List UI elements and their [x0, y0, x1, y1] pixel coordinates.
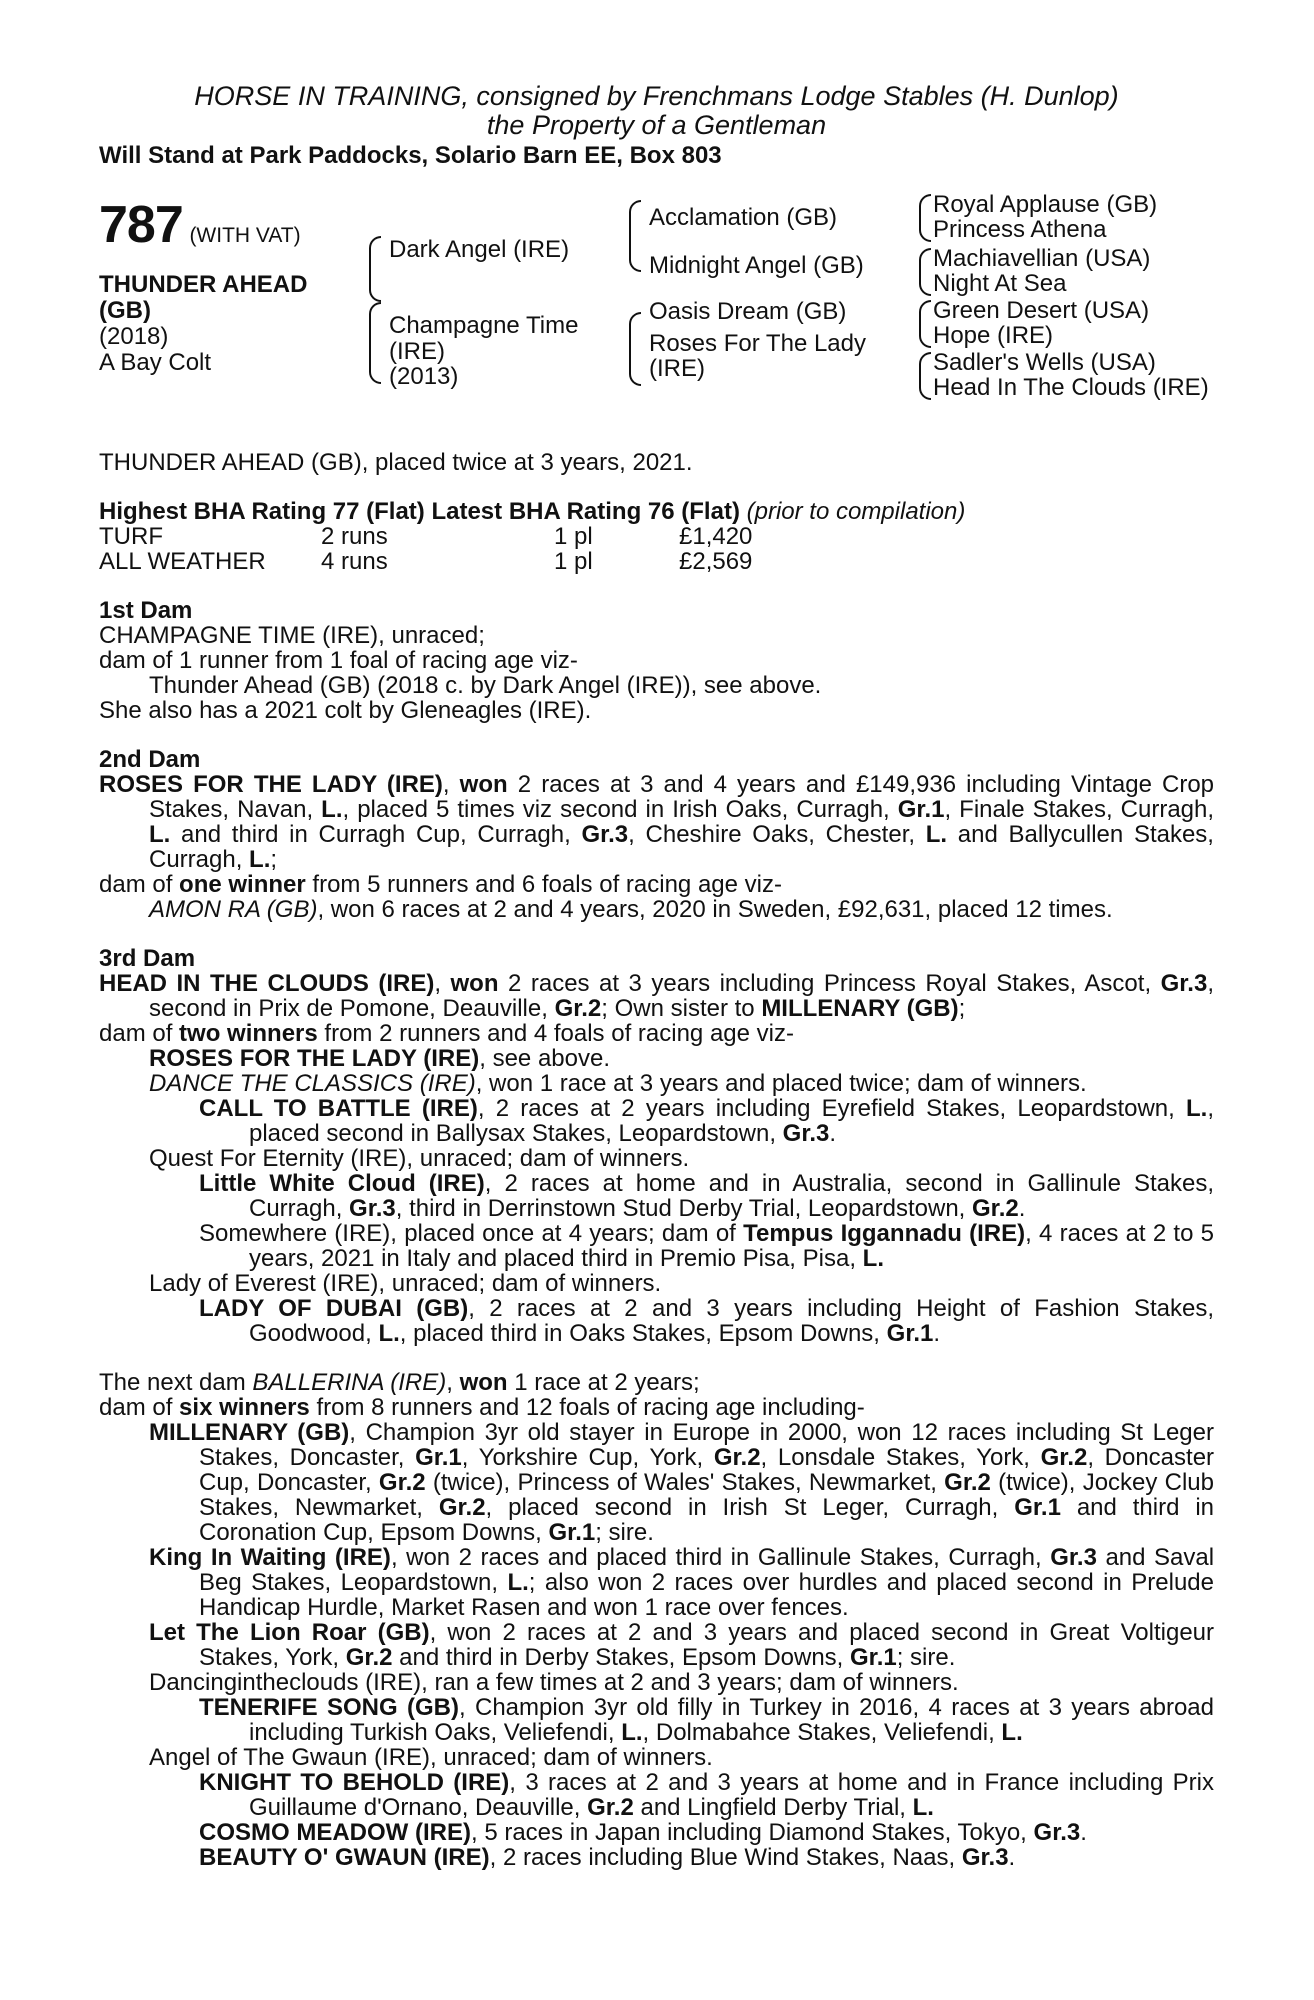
third-dam-section — [99, 946, 1214, 1346]
text: , 3 races at 2 and 3 years at home and in France including Prix Guillaume d'Ornano, Deauville, — [249, 1769, 1215, 1821]
text: from 8 runners and 12 foals of racing age including- — [316, 1394, 865, 1421]
text: (twice), Princess of Wales' Stakes, Newmarket, — [432, 1469, 937, 1496]
text: , 2 races at 2 and 3 years including Height of Fashion Stakes, Goodwood, — [249, 1295, 1214, 1347]
text: The next dam — [99, 1369, 246, 1396]
horse-name: THUNDER AHEAD — [99, 271, 308, 298]
grade: L. — [1186, 1095, 1208, 1122]
horse-description: A Bay Colt — [99, 349, 212, 376]
text: and third in Derby Stakes, Epsom Downs, — [399, 1644, 844, 1671]
progeny-line: Angel of The Gwaun (IRE), unraced; dam of winners. — [149, 1744, 713, 1771]
progeny-line: Lady of Everest (IRE), unraced; dam of winners. — [149, 1270, 662, 1297]
grade: L. — [1001, 1719, 1023, 1746]
grade: L. — [621, 1719, 643, 1746]
won-label: won — [459, 771, 508, 798]
pedigree-block — [99, 192, 1214, 442]
text: and third in Coronation Cup, Epsom Downs, — [199, 1494, 1214, 1546]
horse-year: (2018) — [99, 323, 169, 350]
grade: Gr.1 — [886, 1320, 934, 1347]
text: . — [1080, 1819, 1087, 1846]
text: ; sire. — [595, 1519, 654, 1546]
progeny-name: King In Waiting (IRE) — [149, 1544, 391, 1571]
progeny-line: Quest For Eternity (IRE), unraced; dam of winners. — [149, 1145, 690, 1172]
text: , third in Derrinstown Stud Derby Trial, Leopardstown, — [395, 1195, 966, 1222]
progeny-name: Tempus Iggannadu (IRE) — [743, 1220, 1026, 1247]
grade: L. — [912, 1794, 934, 1821]
text: from 5 runners and 6 foals of racing age viz- — [312, 871, 782, 898]
text-line: dam of 1 runner from 1 foal of racing age viz- — [99, 647, 578, 674]
dam-name: HEAD IN THE CLOUDS (IRE) — [99, 970, 435, 997]
text: , placed third in Oaks Stakes, Epsom Downs, — [399, 1320, 880, 1347]
progeny-line — [99, 1171, 1214, 1221]
brace — [629, 312, 641, 386]
sd-sire: Machiavellian (USA) — [933, 245, 1151, 272]
sire-dam: Midnight Angel (GB) — [649, 252, 864, 279]
text: , 2 races at home and in Australia, second in Gallinule Stakes, Curragh, — [249, 1170, 1215, 1222]
rating-prize: £2,569 — [679, 548, 753, 575]
rating-runs: 4 runs — [321, 548, 388, 575]
rating-prize: £1,420 — [679, 523, 753, 550]
section-heading: 2nd Dam — [99, 746, 201, 773]
text: , won 6 races at 2 and 4 years, 2020 in Sweden, £92,631, placed 12 times. — [317, 896, 1113, 923]
catalogue-page — [99, 82, 1214, 1870]
brace — [919, 248, 931, 296]
grade: Gr.3 — [349, 1195, 396, 1222]
brace — [919, 300, 931, 348]
grade: Gr.2 — [554, 995, 602, 1022]
sire-sire: Acclamation (GB) — [649, 204, 838, 231]
dam-name: BALLERINA (IRE) — [252, 1369, 447, 1396]
text: ; also won 2 races over hurdles and placed second in Prelude Handicap Hurdle, Market Rasen and won 1 race over fences. — [199, 1569, 1214, 1621]
text: , 5 races in Japan including Diamond Stakes, Tokyo, — [470, 1819, 1027, 1846]
progeny-line — [99, 1296, 1214, 1346]
text: (twice), Jockey Club Stakes, Newmarket, — [199, 1469, 1215, 1521]
progeny-line — [99, 1620, 1214, 1670]
progeny-name: AMON RA (GB) — [149, 896, 318, 923]
property-line: the Property of a Gentleman — [486, 110, 827, 140]
text: and third in Curragh Cup, Curragh, — [181, 821, 571, 848]
text: , 4 races at 2 to 5 years, 2021 in Italy and placed third in Premio Pisa, Pisa, — [249, 1220, 1215, 1272]
rating-heading: Highest BHA Rating 77 (Flat) Latest BHA Rating 76 (Flat) — [99, 498, 740, 525]
grade: Gr.2 — [944, 1469, 991, 1496]
grade: L. — [149, 821, 171, 848]
grade: Gr.2 — [1040, 1444, 1088, 1471]
vat-note: (WITH VAT) — [189, 224, 301, 247]
grade: L. — [378, 1320, 400, 1347]
progeny-name: COSMO MEADOW (IRE) — [199, 1819, 471, 1846]
second-dam-section — [99, 747, 1214, 922]
progeny-line — [99, 1820, 1214, 1845]
text: . — [1018, 1195, 1026, 1222]
grade: Gr.2 — [345, 1644, 393, 1671]
rating-row — [99, 549, 1214, 574]
dam: Champagne Time — [389, 312, 579, 339]
text: , Lonsdale Stakes, York, — [760, 1444, 1030, 1471]
dam-of-line — [99, 1395, 1214, 1420]
text-line: CHAMPAGNE TIME (IRE), unraced; — [99, 622, 485, 649]
text: ; — [270, 846, 278, 873]
text-line: Thunder Ahead (GB) (2018 c. by Dark Angel (IRE)), see above. — [149, 672, 822, 699]
grade: Gr.3 — [1033, 1819, 1081, 1846]
grade: Gr.2 — [378, 1469, 426, 1496]
grade: Gr.1 — [850, 1644, 897, 1671]
text: . — [1008, 1844, 1016, 1871]
grade: Gr.3 — [1160, 970, 1208, 997]
dd-dam: Head In The Clouds (IRE) — [933, 374, 1209, 401]
text: 2 races at 3 years including Princess Royal Stakes, Ascot, — [508, 970, 1152, 997]
progeny-line — [99, 1046, 1214, 1071]
progeny-name: BEAUTY O' GWAUN (IRE) — [199, 1844, 490, 1871]
first-dam-section — [99, 598, 1214, 723]
text: from 2 runners and 4 foals of racing age viz- — [324, 1020, 794, 1047]
text: , won 2 races and placed third in Gallinule Stakes, Curragh, — [390, 1544, 1042, 1571]
text: and Saval Beg Stakes, Leopardstown, — [199, 1544, 1215, 1596]
progeny-name: CALL TO BATTLE (IRE) — [199, 1095, 478, 1122]
text: , second in Prix de Pomone, Deauville, — [149, 970, 1214, 1022]
brace — [369, 236, 381, 302]
next-dam-section — [99, 1370, 1214, 1870]
won-label: won — [459, 1369, 508, 1396]
progeny-name: Little White Cloud (IRE) — [199, 1170, 485, 1197]
dam-of-line — [99, 1021, 1214, 1046]
stand-location: Will Stand at Park Paddocks, Solario Barn EE, Box 803 — [99, 142, 722, 169]
dam-record — [99, 1370, 1214, 1395]
text: ; — [958, 995, 966, 1022]
dam-country: (IRE) — [389, 338, 445, 365]
rating-row — [99, 524, 1214, 549]
text: dam of — [99, 1020, 173, 1047]
grade: Gr.1 — [548, 1519, 596, 1546]
dam-dam: Roses For The Lady — [649, 330, 866, 357]
text: , won 2 races at 2 and 3 years and placed second in Great Voltigeur Stakes, York, — [199, 1619, 1215, 1671]
grade: Gr.1 — [1014, 1494, 1061, 1521]
grade: Gr.1 — [897, 796, 945, 823]
grade: Gr.2 — [713, 1444, 761, 1471]
ds-dam: Hope (IRE) — [933, 322, 1054, 349]
rating-note: (prior to compilation) — [746, 498, 966, 525]
winners-count: two winners — [179, 1020, 318, 1047]
won-label: won — [450, 970, 499, 997]
lot-number: 787 — [99, 196, 183, 254]
brace — [919, 194, 931, 242]
grade: L. — [507, 1569, 529, 1596]
text: , 2 races including Blue Wind Stakes, Naas, — [489, 1844, 956, 1871]
progeny-line — [99, 1770, 1214, 1820]
text: dam of — [99, 871, 173, 898]
text: Somewhere (IRE), placed once at 4 years; dam of — [199, 1220, 736, 1247]
text: , Cheshire Oaks, Chester, — [628, 821, 916, 848]
grade: Gr.3 — [961, 1844, 1009, 1871]
text: , placed second in Ballysax Stakes, Leopardstown, — [249, 1095, 1215, 1147]
dam-dam-country: (IRE) — [649, 355, 705, 382]
grade: L. — [925, 821, 948, 848]
progeny-name: MILLENARY (GB) — [149, 1419, 350, 1446]
rating-table — [99, 524, 1214, 574]
section-heading: 1st Dam — [99, 597, 193, 624]
text: , Finale Stakes, Curragh, — [944, 796, 1215, 823]
brace — [369, 302, 381, 384]
winners-count: six winners — [179, 1394, 310, 1421]
grade: L. — [321, 796, 343, 823]
text: ; Own sister to — [601, 995, 755, 1022]
brace — [919, 352, 931, 400]
section-heading: 3rd Dam — [99, 945, 196, 972]
progeny-name: KNIGHT TO BEHOLD (IRE) — [199, 1769, 510, 1796]
progeny-line — [99, 1545, 1214, 1620]
text: 2 races at 3 and 4 years and £149,936 including Vintage Crop Stakes, Navan, — [149, 771, 1215, 823]
progeny-line — [99, 1845, 1214, 1870]
sd-dam: Night At Sea — [933, 270, 1067, 297]
progeny-line — [99, 1420, 1214, 1545]
text: . — [933, 1320, 941, 1347]
brace — [629, 200, 641, 272]
text: dam of — [99, 1394, 173, 1421]
consignor-line: HORSE IN TRAINING, consigned by Frenchmans Lodge Stables (H. Dunlop) — [194, 81, 1119, 111]
ss-dam: Princess Athena — [933, 216, 1107, 243]
progeny-name: LADY OF DUBAI (GB) — [199, 1295, 469, 1322]
ds-sire: Green Desert (USA) — [933, 297, 1150, 324]
text-line: She also has a 2021 colt by Gleneagles (IRE). — [99, 697, 592, 724]
text: , placed second in Irish St Leger, Curragh, — [485, 1494, 999, 1521]
text: , placed 5 times viz second in Irish Oaks, Curragh, — [342, 796, 890, 823]
dd-sire: Sadler's Wells (USA) — [933, 349, 1156, 376]
rating-section — [99, 499, 1214, 574]
text: , — [446, 1369, 453, 1396]
progeny-line — [99, 1096, 1214, 1146]
grade: L. — [249, 846, 271, 873]
text: , see above. — [479, 1045, 611, 1072]
text: and Lingfield Derby Trial, — [640, 1794, 906, 1821]
ss-sire: Royal Applause (GB) — [933, 191, 1158, 218]
grade: Gr.3 — [782, 1120, 830, 1147]
progeny-line: Dancingintheclouds (IRE), ran a few times at 2 and 3 years; dam of winners. — [149, 1669, 959, 1696]
text: , Champion 3yr old stayer in Europe in 2000, won 12 races including St Leger Stakes, Doncaster, — [199, 1419, 1214, 1471]
dam-name: ROSES FOR THE LADY (IRE) — [99, 771, 443, 798]
rating-pl: 1 pl — [554, 523, 593, 550]
progeny-name: DANCE THE CLASSICS (IRE) — [149, 1070, 476, 1097]
rating-runs: 2 runs — [321, 523, 388, 550]
progeny-line — [99, 1695, 1214, 1745]
progeny-line — [99, 897, 1214, 922]
sister-name: MILLENARY (GB) — [761, 995, 959, 1022]
text: , Dolmabahce Stakes, Veliefendi, — [642, 1719, 995, 1746]
dam-of-line — [99, 872, 1214, 897]
grade: Gr.3 — [581, 821, 629, 848]
text: , 2 races at 2 years including Eyrefield Stakes, Leopardstown, — [477, 1095, 1175, 1122]
dam-record: ROSES FOR THE LADY (IRE), won 2 races at 3 and 4 years and £149,936 including Vintage Crop Stakes, Navan, L., placed 5 times viz second in Irish Oaks, Curragh, Gr.1, Finale Stakes, Curragh, L. and third in Curragh Cup, Curragh, Gr.3, Cheshire Oaks, Chester, L. and Ballycullen Stakes, Curragh, L.; — [99, 771, 1215, 873]
text: , Doncaster Cup, Doncaster, — [199, 1444, 1215, 1496]
dam-record: HEAD IN THE CLOUDS (IRE), won 2 races at 3 years including Princess Royal Stakes, Ascot, Gr.3, second in Prix de Pomone, Deauville, Gr.2; Own sister to MILLENARY (GB); — [99, 970, 1214, 1022]
dam-year: (2013) — [389, 363, 459, 390]
text: , Yorkshire Cup, York, — [461, 1444, 704, 1471]
text: . — [829, 1120, 837, 1147]
rating-surface: ALL WEATHER — [99, 548, 266, 575]
progeny-name: Let The Lion Roar (GB) — [149, 1619, 430, 1646]
text: , won 1 race at 3 years and placed twice; dam of winners. — [475, 1070, 1087, 1097]
grade: Gr.2 — [972, 1195, 1019, 1222]
progeny-name: ROSES FOR THE LADY (IRE) — [149, 1045, 480, 1072]
dam-sire: Oasis Dream (GB) — [649, 298, 847, 325]
rating-pl: 1 pl — [554, 548, 593, 575]
sire: Dark Angel (IRE) — [389, 236, 570, 263]
grade: Gr.3 — [1050, 1544, 1097, 1571]
grade: Gr.2 — [587, 1794, 634, 1821]
grade: L. — [862, 1245, 884, 1272]
text: , Champion 3yr old filly in Turkey in 2016, 4 races at 3 years abroad including Turkish Oaks, Veliefendi, — [249, 1694, 1214, 1746]
grade: Gr.2 — [438, 1494, 486, 1521]
progeny-line — [99, 1071, 1214, 1096]
rating-surface: TURF — [99, 523, 163, 550]
winners-count: one winner — [179, 871, 306, 898]
horse-country: (GB) — [99, 297, 151, 324]
progeny-name: TENERIFE SONG (GB) — [199, 1694, 459, 1721]
text: ; sire. — [896, 1644, 956, 1671]
progeny-line — [99, 1221, 1214, 1271]
race-summary: THUNDER AHEAD (GB), placed twice at 3 years, 2021. — [99, 449, 693, 476]
grade: Gr.1 — [415, 1444, 462, 1471]
text: and Ballycullen Stakes, Curragh, — [149, 821, 1214, 873]
text: 1 race at 2 years; — [514, 1369, 700, 1396]
